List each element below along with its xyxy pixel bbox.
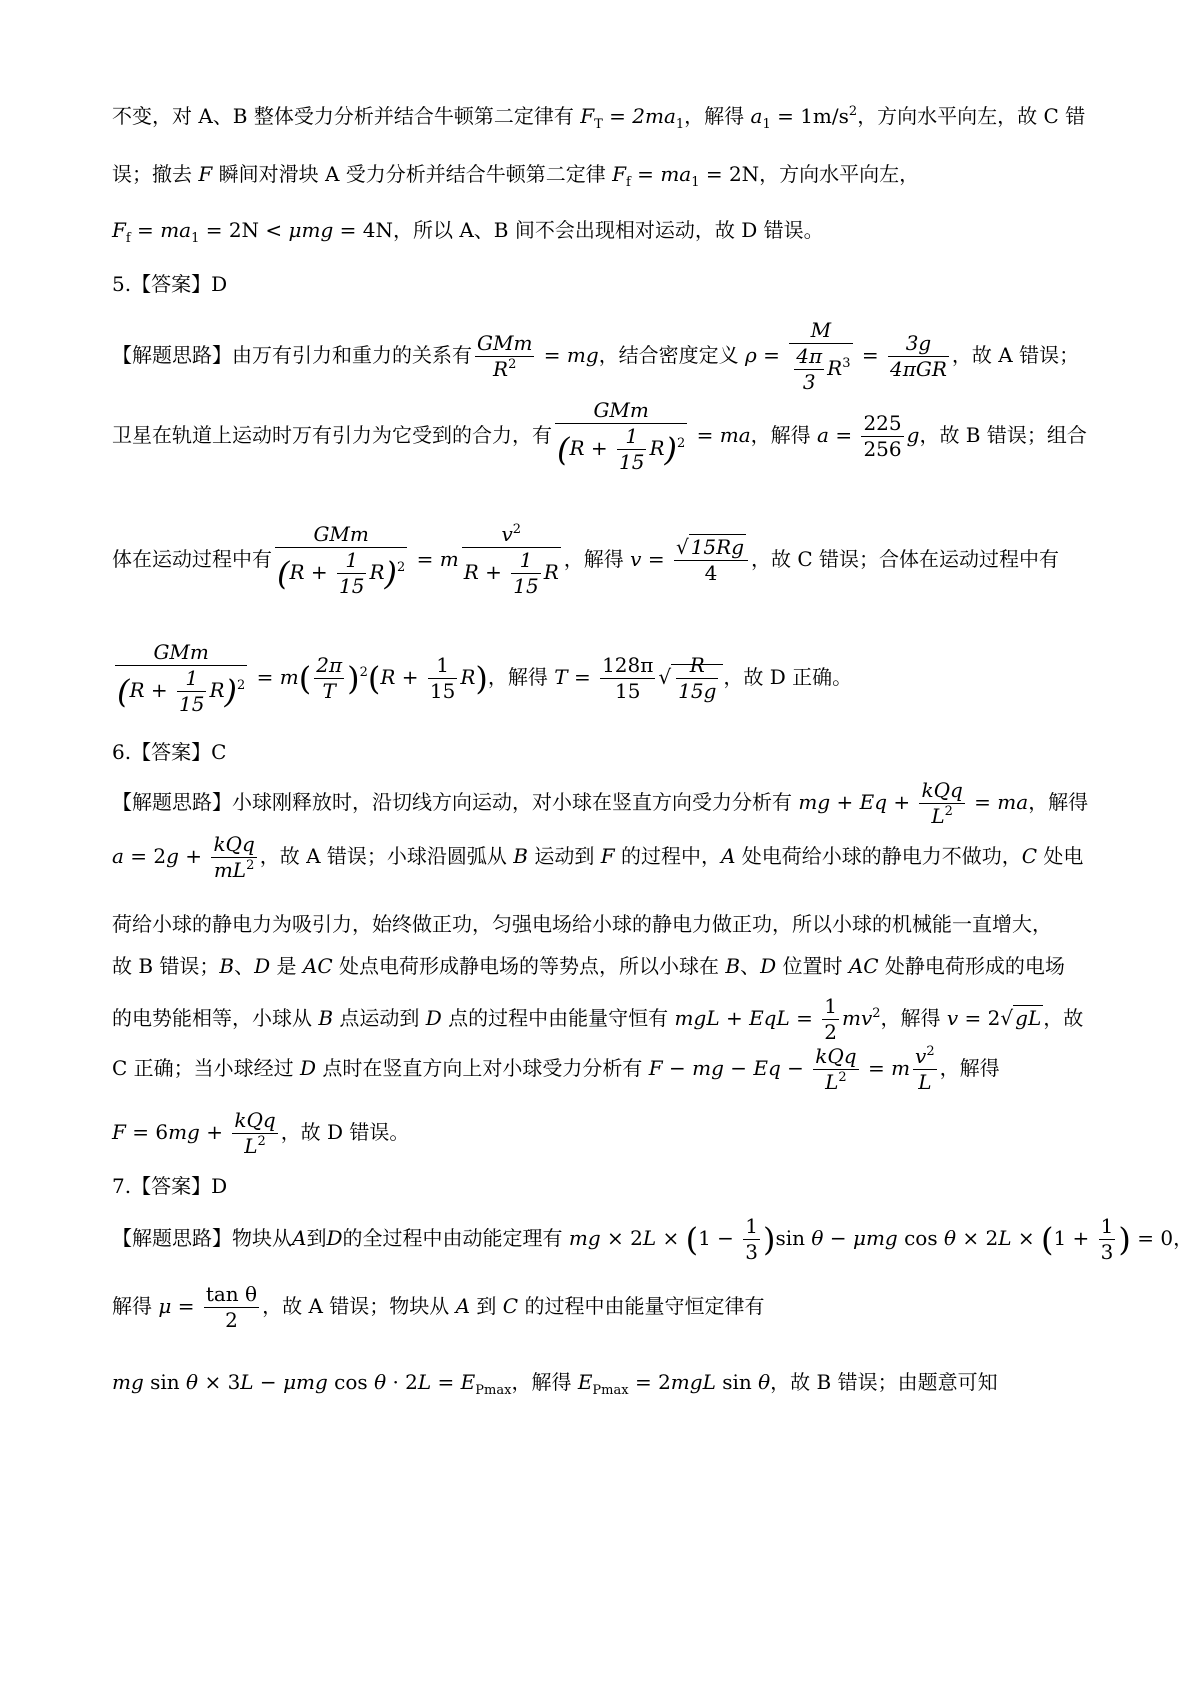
denominator: L	[918, 1070, 932, 1094]
superscript: 2	[359, 665, 368, 680]
math-symbol: g	[166, 844, 179, 868]
superscript: 2	[677, 436, 686, 451]
superscript: 2	[397, 560, 406, 575]
math-symbol: θ	[943, 1226, 956, 1250]
text-segment: × 3	[198, 1370, 241, 1394]
subscript: 1	[762, 117, 771, 132]
numerator: √ 15Rg	[674, 535, 748, 561]
superscript: 2	[508, 357, 517, 372]
superscript: 2	[944, 804, 953, 819]
math-symbol: mg	[168, 1120, 200, 1144]
superscript: 2	[246, 858, 255, 873]
text-segment: 处静电荷形成的电场	[878, 954, 1065, 978]
fraction: $\frac{1}{15}$	[513, 548, 539, 598]
text-segment: =	[855, 343, 885, 367]
fraction	[743, 1214, 760, 1265]
fraction: $\frac{4\pi}{3}$	[796, 344, 823, 394]
math-symbol: ma	[660, 162, 692, 186]
text-segment: · 2	[386, 1370, 418, 1394]
math-symbol: ma	[719, 423, 751, 447]
text-segment: ，故 D 错误。	[280, 1120, 410, 1144]
text-segment: 到	[306, 1226, 327, 1250]
fraction	[813, 1044, 858, 1095]
text-segment: 解得	[112, 1294, 159, 1318]
text-segment: ，故 B 错误；由题意可知	[770, 1370, 998, 1394]
fraction	[115, 640, 247, 717]
text-segment: ×	[1011, 1226, 1041, 1250]
text-segment: =	[630, 162, 661, 186]
fraction	[600, 653, 655, 704]
denominator: $mL^2$	[213, 858, 255, 882]
superscript: 2	[257, 1134, 266, 1149]
math-symbol: B	[219, 954, 235, 978]
text-segment: = 4N，所以 A、B 间不会出现相对运动，故 D 错误。	[333, 218, 824, 242]
text-segment: ，解得	[487, 665, 555, 689]
denominator: (R + $\frac{1}{15}$ R)$^2$	[557, 424, 686, 474]
text-segment: 点的过程中由能量守恒有	[441, 1006, 675, 1030]
math-symbol: D	[300, 1056, 317, 1080]
fraction	[462, 522, 561, 599]
math-symbol: m	[891, 1056, 911, 1080]
text-segment: =	[250, 665, 280, 689]
numerator: tan θ	[205, 1282, 258, 1306]
denominator: 256	[863, 437, 902, 461]
math-symbol: a	[112, 844, 124, 868]
denominator: 2	[824, 1020, 837, 1044]
math-symbol: v	[630, 547, 642, 571]
math-symbol: mg	[566, 343, 599, 367]
numerator: GMm	[555, 398, 687, 424]
fraction: $\frac{1}{15}$	[429, 653, 456, 703]
sqrt-sign: √	[1000, 1006, 1014, 1030]
superscript: 3	[842, 356, 851, 371]
math-symbol: mg	[568, 1226, 601, 1250]
fraction	[888, 331, 949, 382]
math-symbol: B	[318, 1006, 334, 1030]
math-symbol: μmg	[288, 218, 334, 242]
text-segment: ，结合密度定义	[598, 343, 746, 367]
fraction	[822, 994, 839, 1045]
text-segment: sin	[143, 1370, 187, 1394]
math-symbol: = 2ma	[602, 104, 676, 128]
subscript: P	[475, 1383, 485, 1398]
radicand: gL	[1015, 1006, 1042, 1030]
text-segment: =	[967, 790, 998, 814]
math-symbol: F	[112, 218, 126, 242]
denominator: 3	[1100, 1240, 1114, 1264]
text-segment: ×	[656, 1226, 686, 1250]
text-segment: +	[178, 844, 209, 868]
math-symbol: D	[326, 1226, 343, 1250]
fraction	[475, 331, 534, 382]
radicand	[671, 653, 723, 703]
numerator: $v^2$	[915, 1044, 935, 1068]
text-segment: 【解题思路】由万有引力和重力的关系有	[112, 343, 472, 367]
math-symbol: AC	[848, 954, 879, 978]
text-segment: 处电荷给小球的静电力不做功，	[735, 844, 1022, 868]
denominator: (R + $\frac{1}{15}$ R)$^2$	[117, 666, 246, 716]
text-line	[112, 214, 824, 246]
text-line	[112, 832, 1083, 883]
denominator: $\frac{4\pi}{3}$ $R^3$	[796, 344, 851, 394]
text-segment: × 2	[600, 1226, 643, 1250]
denominator: T	[322, 679, 336, 703]
fraction: $\frac{R}{15g}$	[678, 653, 717, 703]
superscript: 2	[838, 1070, 847, 1085]
text-line	[112, 778, 1088, 829]
text-segment: = 2	[958, 1006, 1001, 1030]
numerator: 2π	[316, 653, 343, 677]
numerator: $v^2$	[462, 522, 561, 548]
text-segment: =	[641, 547, 671, 571]
superscript: 2	[512, 522, 522, 537]
text-segment: ，方向水平向左，故 C 错	[857, 104, 1086, 128]
math-symbol: B	[725, 954, 741, 978]
sqrt-sign: √	[658, 665, 672, 689]
text-segment: 【解题思路】小球刚释放时，沿切线方向运动，对小球在竖直方向受力分析有	[112, 790, 799, 814]
superscript: 2	[237, 678, 246, 693]
text-line	[112, 1282, 764, 1333]
numerator: kQq	[921, 778, 963, 802]
text-segment: 荷给小球的静电力为吸引力，始终做正功，匀强电场给小球的静电力做正功，所以小球的机械能一直增大，	[112, 912, 1052, 936]
superscript: 2	[872, 1006, 881, 1021]
text-segment: 【解题思路】物块从	[112, 1226, 292, 1250]
math-symbol: ma	[160, 218, 192, 242]
subscript: 1	[691, 175, 700, 190]
text-segment: = 0，	[1130, 1226, 1194, 1250]
subscript: f	[125, 231, 131, 246]
denominator: 4πGR	[890, 357, 947, 381]
numerator: 1	[824, 994, 837, 1018]
text-segment: 故 B 错误；	[112, 954, 220, 978]
text-segment: 不变，对 A、B 整体受力分析并结合牛顿第二定律有	[112, 104, 581, 128]
text-segment: 卫星在轨道上运动时万有引力为它受到的合力，有	[112, 423, 552, 447]
text-segment: = 2	[628, 1370, 671, 1394]
subscript: f	[626, 175, 631, 190]
text-line	[112, 950, 1065, 979]
denominator: $L^2$	[244, 1134, 266, 1158]
fraction	[211, 832, 256, 883]
text-segment: = 6	[125, 1120, 169, 1144]
text-line	[112, 1366, 998, 1398]
text-segment: −	[253, 1370, 284, 1394]
text-segment: ，故 D 正确。	[723, 665, 853, 689]
text-segment: =	[410, 547, 440, 571]
math-symbol: E	[460, 1370, 476, 1394]
math-symbol: A	[292, 1226, 307, 1250]
text-segment: 位置时	[776, 954, 849, 978]
text-segment: 的过程中，	[614, 844, 721, 868]
math-symbol: F	[112, 1120, 126, 1144]
denominator: $R^2$	[493, 357, 517, 381]
math-symbol: C	[1021, 844, 1038, 868]
subscript: max	[601, 1383, 629, 1398]
fraction: $\frac{1}{15}$	[619, 424, 645, 474]
math-symbol: mgL + EqL	[674, 1006, 790, 1030]
text-segment: 是	[270, 954, 303, 978]
text-segment: 的全过程中由动能定理有	[342, 1226, 569, 1250]
text-segment: =	[171, 1294, 201, 1318]
numerator: kQq	[234, 1108, 276, 1132]
text-segment: 点时在竖直方向上对小球受力分析有	[316, 1056, 649, 1080]
text-segment: = 1m/s	[770, 104, 849, 128]
math-symbol: AC	[302, 954, 333, 978]
math-symbol: F	[198, 162, 213, 186]
math-symbol: E	[577, 1370, 593, 1394]
fraction	[861, 411, 903, 462]
denominator: 3	[745, 1240, 759, 1264]
text-segment: −	[823, 1226, 853, 1250]
numerator: kQq	[213, 832, 255, 856]
math-symbol: A	[455, 1294, 471, 1318]
subscript: max	[484, 1383, 512, 1398]
text-segment: ，解得	[563, 547, 631, 571]
math-symbol: θ	[186, 1370, 199, 1394]
text-line	[112, 1108, 409, 1159]
numerator: 128π	[602, 653, 654, 677]
fraction	[555, 398, 687, 475]
text-segment: cos	[897, 1226, 944, 1250]
subscript: P	[592, 1383, 602, 1398]
text-segment: =	[861, 1056, 892, 1080]
text-segment: =	[690, 423, 720, 447]
math-symbol: ρ	[745, 343, 757, 367]
math-symbol: v	[946, 1006, 959, 1030]
text-segment: ，故	[1043, 1006, 1084, 1030]
math-symbol: D	[425, 1006, 442, 1030]
answer-heading: 5.【答案】D	[112, 272, 228, 296]
math-symbol: m	[439, 547, 459, 571]
text-segment: +	[199, 1120, 230, 1144]
subscript: T	[594, 117, 603, 132]
subscript: 1	[675, 117, 685, 132]
fraction	[275, 522, 407, 599]
numerator: GMm	[115, 640, 247, 666]
text-segment: =	[828, 423, 859, 447]
fraction: $\frac{1}{15}$	[179, 666, 205, 716]
text-segment: 的电势能相等，小球从	[112, 1006, 319, 1030]
text-segment: ，解得	[511, 1370, 578, 1394]
text-line: GMm (R + $\frac{1}{15}$ R)$^2$ = m( $\frac{2\pi}{T}$ )$^2$(R + $\frac{1}{15}$ R)，解得 T = $\frac{128\pi}{15}$ √ $\frac{R}{15g}$ ，故 D 正确。	[117, 640, 853, 716]
text-segment: 误；撤去	[112, 162, 199, 186]
math-symbol: B	[513, 844, 528, 868]
numerator: 225	[863, 411, 902, 435]
text-segment: 、	[234, 954, 255, 978]
math-symbol: mgL	[670, 1370, 716, 1394]
text-segment: =	[789, 1006, 820, 1030]
text-segment: 、	[740, 954, 761, 978]
text-line	[112, 398, 1087, 475]
text-segment: 到	[470, 1294, 503, 1318]
text-segment: 的过程中由能量守恒定律有	[518, 1294, 765, 1318]
math-symbol: mg	[112, 1370, 144, 1394]
text-line	[112, 318, 1079, 395]
text-line	[112, 100, 1085, 132]
text-segment: ，解得	[750, 423, 818, 447]
text-segment: ，故 A 错误；小球沿圆弧从	[259, 844, 514, 868]
fraction	[789, 318, 852, 395]
math-symbol: D	[760, 954, 777, 978]
text-segment: =	[756, 343, 787, 367]
text-segment: sin	[775, 1226, 812, 1250]
text-segment: ，故 A 错误；	[951, 343, 1080, 367]
math-symbol: μmg	[283, 1370, 328, 1394]
text-segment: = 2N，方向水平向左，	[699, 162, 920, 186]
denominator: $L^2$	[825, 1070, 847, 1094]
math-symbol: T	[554, 665, 568, 689]
math-symbol: mg + Eq +	[798, 790, 917, 814]
denominator: 4	[704, 561, 718, 585]
math-symbol: m	[279, 665, 299, 689]
text-segment: ，故 C 错误；合体在运动过程中有	[751, 547, 1060, 571]
text-segment: =	[537, 343, 567, 367]
text-segment: ，故 B 错误；组合	[919, 423, 1087, 447]
text-segment: 处电	[1037, 844, 1084, 868]
answer-heading: 7.【答案】D	[112, 1174, 228, 1198]
math-symbol: θ	[811, 1226, 824, 1250]
math-symbol: F	[580, 104, 595, 128]
text-segment: ，解得	[684, 104, 751, 128]
numerator: M	[789, 318, 852, 344]
text-segment: ，解得	[939, 1056, 1000, 1080]
denominator: $L^2$	[931, 804, 953, 828]
text-line	[112, 158, 919, 190]
text-segment: =	[567, 665, 598, 689]
text-segment: 运动到	[527, 844, 601, 868]
text-segment: 点运动到	[333, 1006, 426, 1030]
math-symbol: L	[417, 1370, 432, 1394]
math-symbol: ma	[997, 790, 1029, 814]
text-line	[112, 994, 1083, 1045]
math-symbol: θ	[758, 1370, 771, 1394]
math-symbol: L	[642, 1226, 657, 1250]
subscript: 1	[191, 231, 200, 246]
math-symbol: F	[600, 844, 615, 868]
fraction	[913, 1044, 937, 1095]
numerator: GMm	[275, 522, 407, 548]
fraction	[232, 1108, 277, 1159]
text-segment: C 正确；当小球经过	[112, 1056, 301, 1080]
text-segment: ，解得	[1028, 790, 1089, 814]
text-segment: ，解得	[880, 1006, 947, 1030]
fraction: $\frac{1}{15}$	[339, 548, 365, 598]
text-segment: = 2N <	[199, 218, 289, 242]
text-segment: 体在运动过程中有	[112, 547, 272, 571]
numerator: 1	[745, 1214, 759, 1238]
fraction	[919, 778, 964, 829]
math-symbol: A	[720, 844, 736, 868]
math-symbol: C	[502, 1294, 519, 1318]
math-symbol: θ	[374, 1370, 387, 1394]
numerator: GMm	[477, 331, 533, 355]
answer-heading: 6.【答案】C	[112, 740, 227, 764]
fraction	[1099, 1214, 1116, 1265]
text-segment: × 2	[956, 1226, 999, 1250]
denominator: 2	[225, 1308, 238, 1332]
denominator: (R + $\frac{1}{15}$ R)$^2$	[277, 548, 406, 598]
math-symbol: L	[240, 1370, 254, 1394]
superscript: 2	[926, 1044, 935, 1059]
text-segment: = 2	[123, 844, 167, 868]
numerator: kQq	[815, 1044, 857, 1068]
math-symbol: mv	[841, 1006, 873, 1030]
text-segment: 处点电荷形成静电场的等势点，所以小球在	[332, 954, 726, 978]
numerator: 1	[1100, 1214, 1114, 1238]
fraction	[314, 653, 344, 704]
fraction	[674, 535, 748, 586]
fraction	[204, 1282, 259, 1333]
numerator: 3g	[888, 331, 949, 357]
text-segment: 瞬间对滑块 A 受力分析并结合牛顿第二定律	[212, 162, 613, 186]
text-segment: =	[130, 218, 161, 242]
math-symbol: μ	[158, 1294, 172, 1318]
math-symbol: F − mg − Eq −	[648, 1056, 811, 1080]
denominator: 15	[615, 679, 641, 703]
text-segment: cos	[327, 1370, 375, 1394]
text-line: 【解题思路】物块从A到D的全过程中由动能定理有 mg × 2L × (1 − $\frac{1}{3}$ )sin θ − μmg cos θ × 2L × (1 + $\frac{1}{3}$ ) = 0，	[112, 1214, 1194, 1264]
radicand: 15Rg	[690, 535, 745, 559]
text-segment: ，故 A 错误；物块从	[262, 1294, 456, 1318]
math-symbol: a	[817, 423, 829, 447]
math-symbol: L	[998, 1226, 1012, 1250]
math-symbol: g	[906, 423, 920, 447]
text-line	[112, 1044, 1000, 1095]
text-line	[112, 522, 1059, 599]
denominator: R + $\frac{1}{15}$ R	[463, 548, 559, 598]
text-segment: sin	[715, 1370, 759, 1394]
math-symbol: a	[750, 104, 763, 128]
math-symbol: D	[254, 954, 271, 978]
math-symbol: μmg	[852, 1226, 898, 1250]
text-line	[112, 908, 1052, 937]
superscript: 2	[848, 104, 858, 119]
text-segment: =	[431, 1370, 461, 1394]
math-symbol: F	[612, 162, 627, 186]
